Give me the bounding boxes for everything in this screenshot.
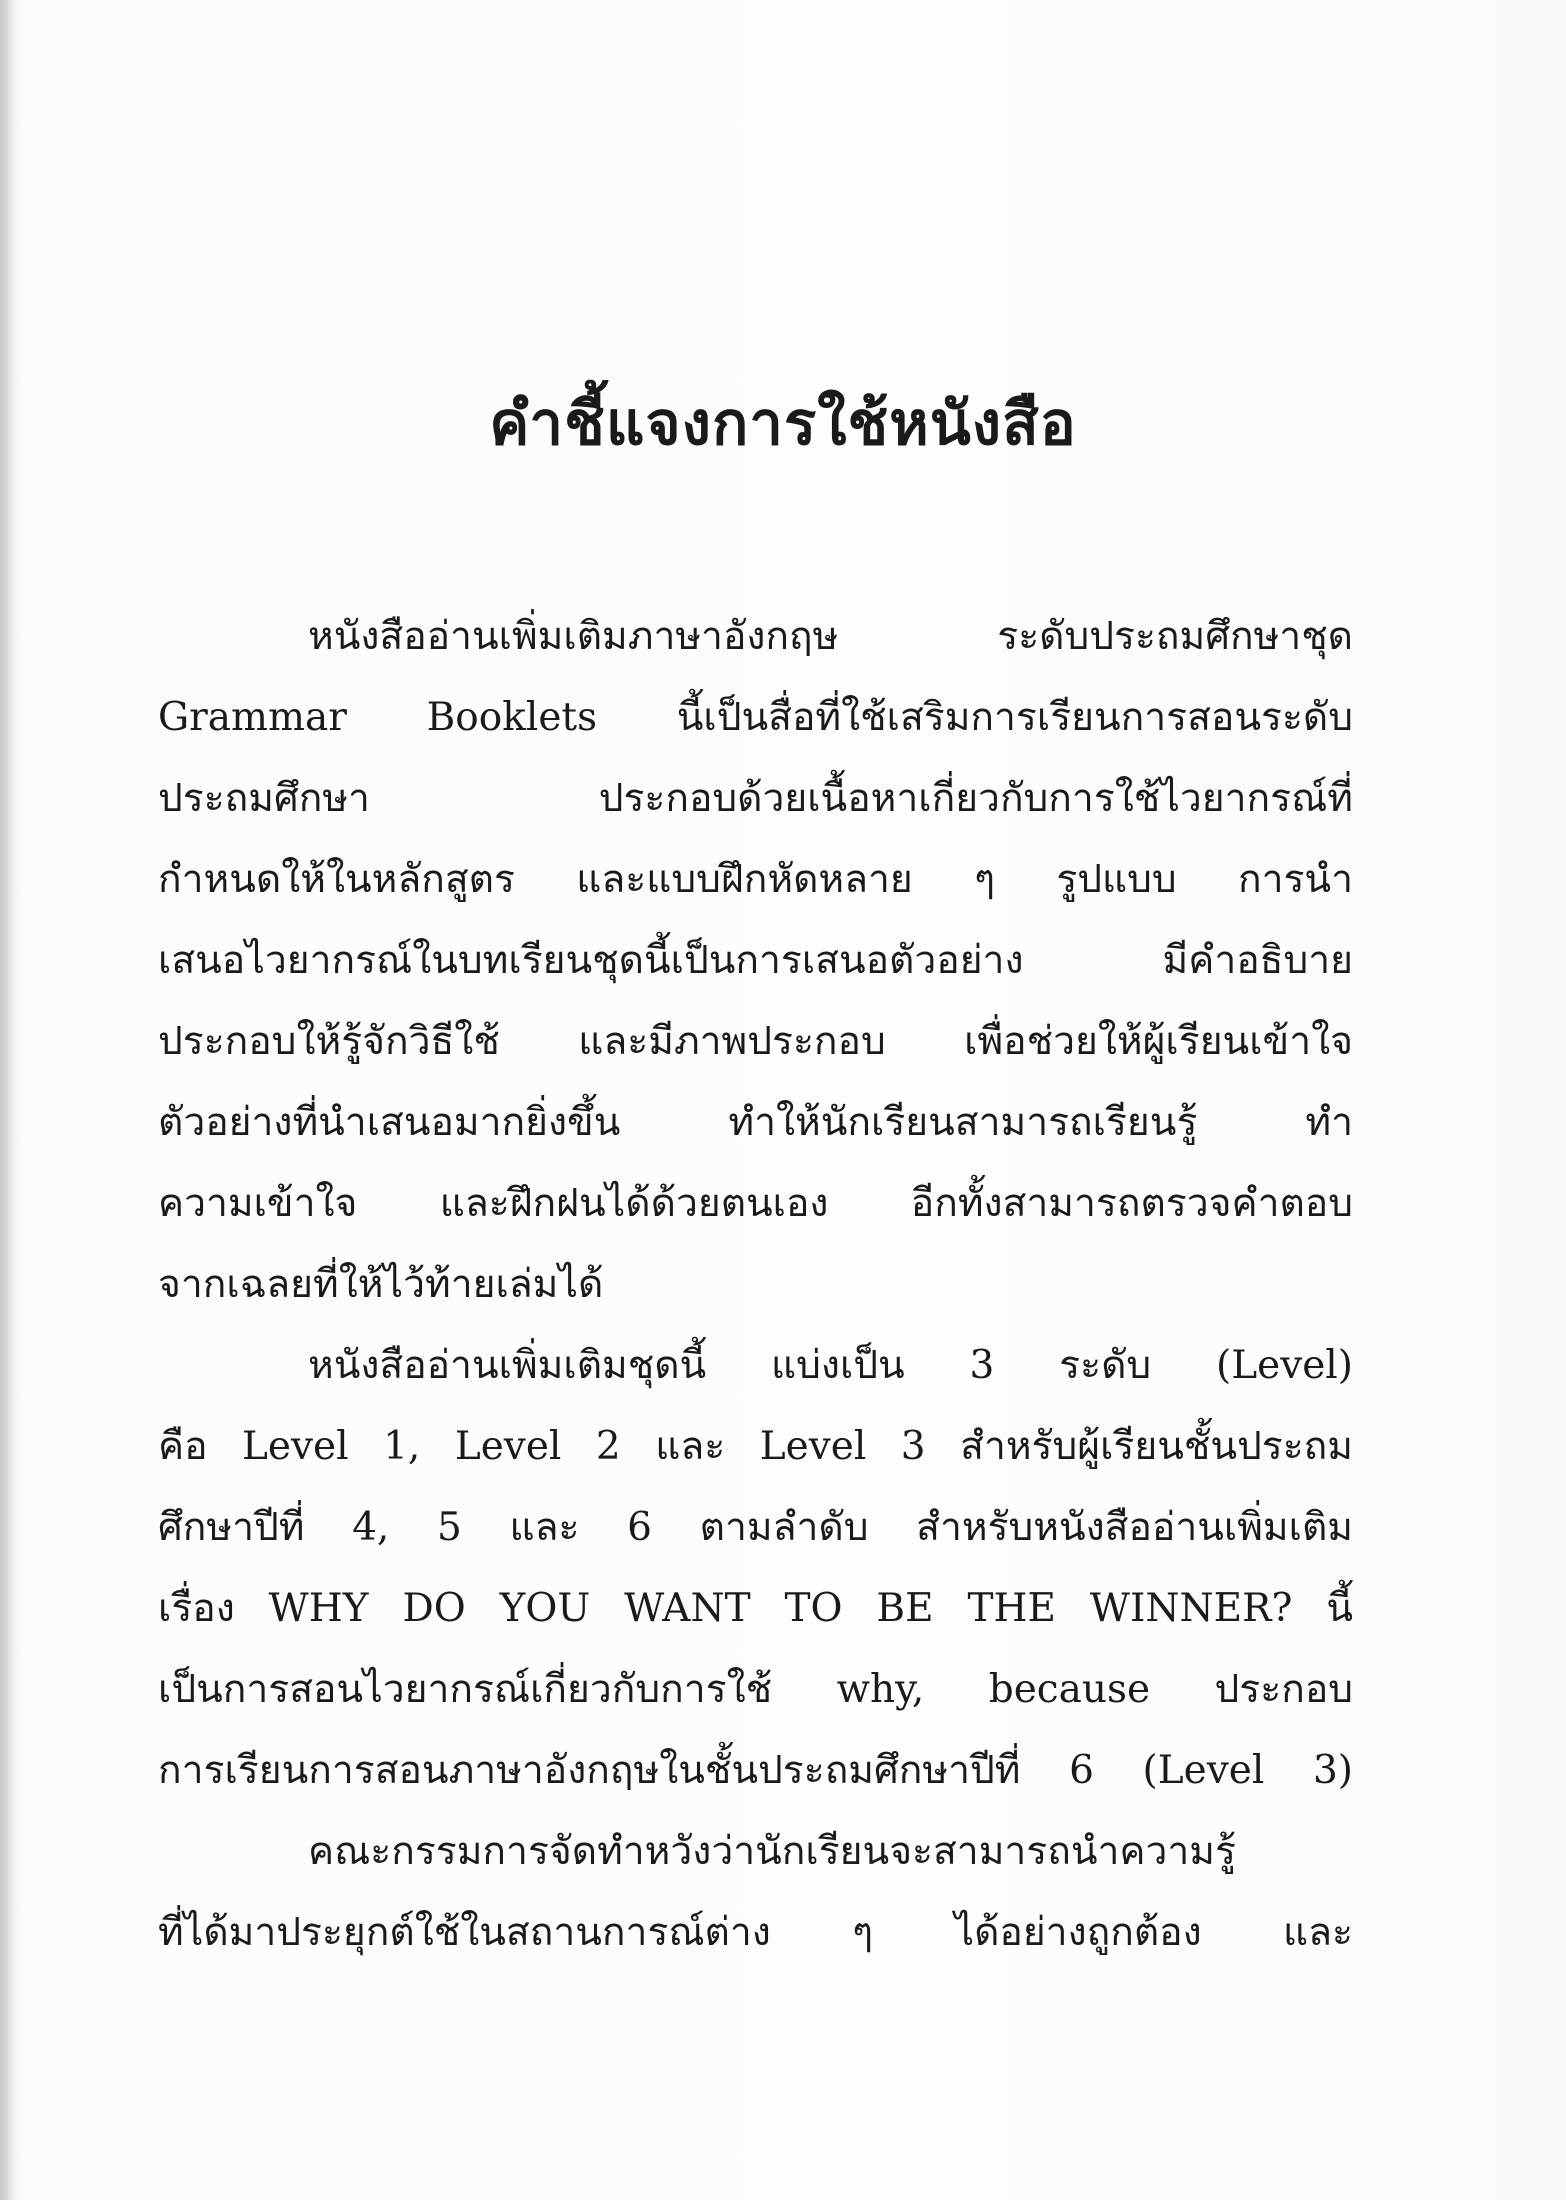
paragraph-2-line-6: การเรียนการสอนภาษาอังกฤษในชั้นประถมศึกษาปีที่ 6 (Level 3) <box>158 1748 1353 1793</box>
paragraph-3-line-2: ที่ได้มาประยุกต์ใช้ในสถานการณ์ต่าง ๆ ได้อย่างถูกต้อง และ <box>158 1910 1353 1955</box>
body-text <box>158 596 1353 1973</box>
paragraph-1-line-9: จากเฉลยที่ให้ไว้ท้ายเล่มได้ <box>158 1262 604 1307</box>
binding-shadow <box>0 0 14 2200</box>
paragraph-1-line-2: Grammar Booklets นี้เป็นสื่อที่ใช้เสริมการเรียนการสอนระดับ <box>158 695 1353 740</box>
page-title: คำชี้แจงการใช้หนังสือ <box>489 389 1077 459</box>
paragraph-3-line-1: คณะกรรมการจัดทำหวังว่านักเรียนจะสามารถนำความรู้ <box>308 1829 1236 1874</box>
paragraph-1-line-5: เสนอไวยากรณ์ในบทเรียนชุดนี้เป็นการเสนอตัวอย่าง มีคำอธิบาย <box>158 938 1353 983</box>
paragraph-1-line-1: หนังสืออ่านเพิ่มเติมภาษาอังกฤษ ระดับประถมศึกษาชุด <box>308 614 1353 659</box>
paragraph-2-line-3: ศึกษาปีที่ 4, 5 และ 6 ตามลำดับ สำหรับหนังสืออ่านเพิ่มเติม <box>158 1505 1353 1550</box>
paragraph-2-line-1: หนังสืออ่านเพิ่มเติมชุดนี้ แบ่งเป็น 3 ระดับ (Level) <box>308 1343 1353 1388</box>
paragraph-1-line-7: ตัวอย่างที่นำเสนอมากยิ่งขึ้น ทำให้นักเรียนสามารถเรียนรู้ ทำ <box>158 1100 1353 1145</box>
paragraph-1-line-4: กำหนดให้ในหลักสูตร และแบบฝึกหัดหลาย ๆ รูปแบบ การนำ <box>158 857 1353 902</box>
paragraph-1-line-6: ประกอบให้รู้จักวิธีใช้ และมีภาพประกอบ เพื่อช่วยให้ผู้เรียนเข้าใจ <box>158 1019 1353 1064</box>
paragraph-2-line-2: คือ Level 1, Level 2 และ Level 3 สำหรับผู้เรียนชั้นประถม <box>158 1424 1353 1469</box>
paragraph-1-line-8: ความเข้าใจ และฝึกฝนได้ด้วยตนเอง อีกทั้งสามารถตรวจคำตอบ <box>158 1181 1353 1226</box>
paragraph-2-line-5: เป็นการสอนไวยากรณ์เกี่ยวกับการใช้ why, because ประกอบ <box>158 1667 1353 1712</box>
paragraph-1-line-3: ประถมศึกษา ประกอบด้วยเนื้อหาเกี่ยวกับการใช้ไวยากรณ์ที่ <box>158 776 1353 821</box>
paragraph-2-line-4: เรื่อง WHY DO YOU WANT TO BE THE WINNER? นี้ <box>158 1586 1353 1631</box>
